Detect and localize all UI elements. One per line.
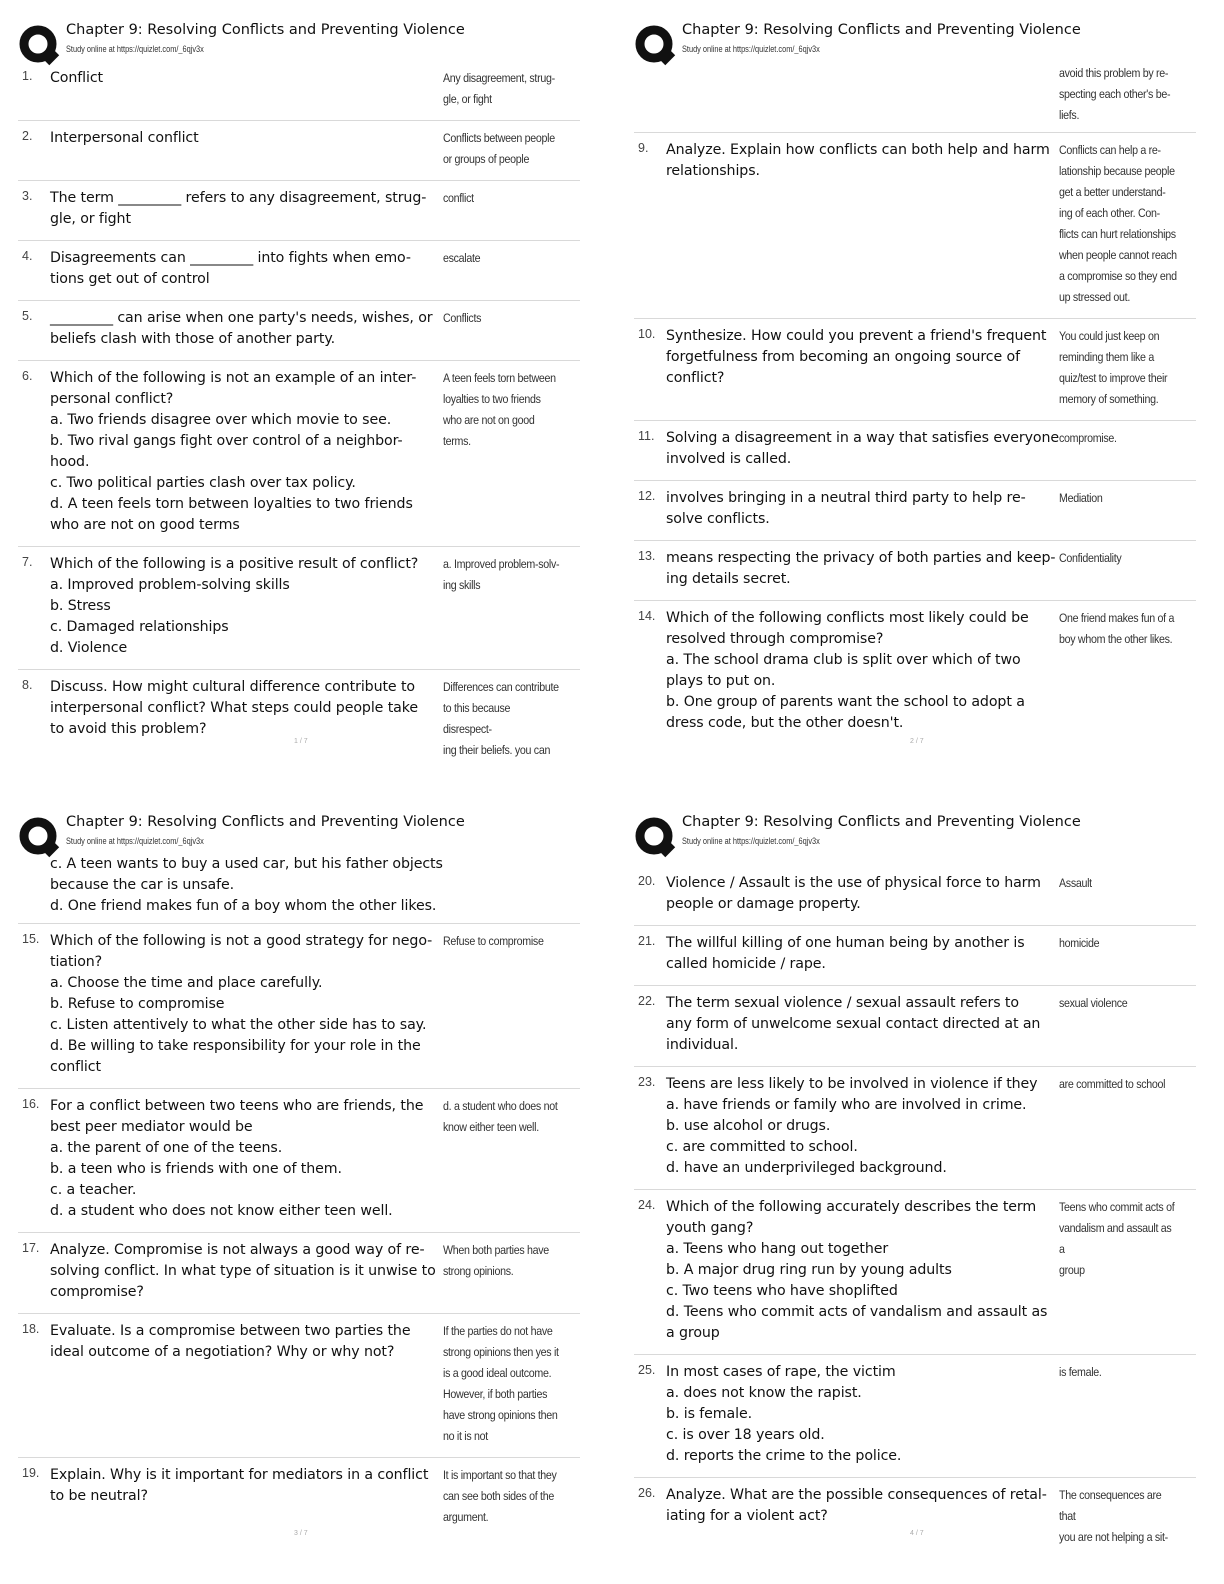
card-definition: Any disagreement, strug- gle, or fight bbox=[443, 71, 555, 106]
flashcard bbox=[634, 601, 1196, 744]
flashcard bbox=[634, 481, 1196, 541]
card-definition: Teens who commit acts of vandalism and assault as a group bbox=[1059, 1200, 1175, 1277]
card-number: 25. bbox=[638, 1363, 656, 1377]
flashcard-continued bbox=[18, 854, 580, 924]
card-term: Discuss. How might cultural difference contribute to interpersonal conflict? What steps could people take to avoid this problem? bbox=[50, 679, 418, 737]
flashcard bbox=[634, 1355, 1196, 1478]
card-term: The term _________ refers to any disagreement, strug- gle, or fight bbox=[50, 190, 427, 227]
card-term: For a conflict between two teens who are friends, the best peer mediator would be a. the parent of one of the teens. b. a teen who is friends with one of them. c. a teacher. d. a student who does not know either teen well. bbox=[50, 1098, 424, 1219]
card-definition: is female. bbox=[1059, 1365, 1102, 1379]
flashcard bbox=[18, 181, 580, 241]
card-number: 23. bbox=[638, 1075, 656, 1089]
card-number: 24. bbox=[638, 1198, 656, 1212]
flashcard bbox=[18, 670, 580, 771]
flashcard bbox=[18, 1314, 580, 1458]
card-term: Solving a disagreement in a way that satisfies everyone involved is called. bbox=[666, 430, 1060, 467]
page-number: 4 / 7 bbox=[910, 1530, 924, 1537]
card-definition: If the parties do not have strong opinions then yes it is a good ideal outcome. However, if both parties have strong opinions then no it is not bbox=[443, 1324, 559, 1443]
card-number: 26. bbox=[638, 1486, 656, 1500]
quizlet-logo-icon bbox=[18, 24, 60, 66]
card-term bbox=[666, 63, 1059, 126]
card-term: Analyze. Explain how conflicts can both help and harm relationships. bbox=[666, 142, 1050, 179]
card-definition: Conflicts can help a re- lationship because people get a better understand- ing of each other. Con- flicts can hurt relationships when people cannot reach a compromise so they end up stressed out. bbox=[1059, 143, 1177, 304]
quiz-page-2 bbox=[616, 0, 1224, 792]
card-term: Synthesize. How could you prevent a friend's frequent forgetfulness from becoming an ongoing source of conflict? bbox=[666, 328, 1047, 386]
card-definition: avoid this problem by re- specting each other's be- liefs. bbox=[1059, 66, 1171, 122]
flashcard bbox=[634, 541, 1196, 601]
card-term: Analyze. What are the possible consequences of retal- iating for a violent act? bbox=[666, 1487, 1047, 1524]
flashcard bbox=[18, 121, 580, 181]
card-term: Which of the following accurately describes the term youth gang? a. Teens who hang out together b. A major drug ring run by young adults c. Two teens who have shoplifted d. Teens who commit acts of vandalism and assault as a group bbox=[666, 1199, 1048, 1341]
card-term: The willful killing of one human being by another is called homicide / rape. bbox=[666, 935, 1025, 972]
card-number bbox=[18, 854, 50, 917]
card-number: 11. bbox=[638, 429, 655, 443]
flashcard bbox=[18, 1233, 580, 1314]
quizlet-logo-icon bbox=[18, 816, 60, 858]
card-term: Which of the following is a positive result of conflict? a. Improved problem-solving skills b. Stress c. Damaged relationships d. Violence bbox=[50, 556, 419, 656]
card-definition: homicide bbox=[1059, 936, 1100, 950]
card-definition: Confidentiality bbox=[1059, 551, 1122, 565]
flashcard bbox=[634, 986, 1196, 1067]
page-header bbox=[18, 20, 588, 64]
card-definition bbox=[443, 854, 561, 917]
card-definition: You could just keep on reminding them like a quiz/test to improve their memory of something. bbox=[1059, 329, 1168, 406]
flashcard bbox=[18, 924, 580, 1089]
flashcard bbox=[634, 421, 1196, 481]
flashcard bbox=[634, 926, 1196, 986]
card-number: 6. bbox=[22, 369, 33, 383]
quizlet-logo-icon bbox=[634, 24, 676, 66]
card-definition: Refuse to compromise bbox=[443, 934, 544, 948]
card-list bbox=[18, 61, 580, 771]
card-term: Which of the following conflicts most likely could be resolved through compromise? a. The school drama club is split over which of two plays to put on. b. One group of parents want the school to adopt a dress code, but the other doesn't. bbox=[666, 610, 1029, 731]
flashcard bbox=[634, 133, 1196, 319]
card-term: Evaluate. Is a compromise between two parties the ideal outcome of a negotiation? Why or why not? bbox=[50, 1323, 411, 1360]
card-number: 10. bbox=[638, 327, 656, 341]
card-definition: d. a student who does not know either teen well. bbox=[443, 1099, 558, 1134]
card-list bbox=[634, 866, 1196, 1558]
card-number: 21. bbox=[638, 934, 656, 948]
card-number: 7. bbox=[22, 555, 33, 569]
card-definition: Differences can contribute to this because disrespect- ing their beliefs. you can bbox=[443, 680, 559, 757]
quiz-page-3 bbox=[0, 792, 612, 1584]
study-link[interactable]: Study online at https://quizlet.com/_6qjv3x bbox=[682, 836, 820, 846]
flashcard bbox=[18, 361, 580, 547]
card-number: 1. bbox=[22, 69, 33, 83]
card-term: Explain. Why is it important for mediators in a conflict to be neutral? bbox=[50, 1467, 429, 1504]
card-definition: compromise. bbox=[1059, 431, 1117, 445]
card-definition: The consequences are that you are not helping a sit- bbox=[1059, 1488, 1168, 1544]
page-header bbox=[634, 812, 1204, 856]
card-definition: Conflicts between people or groups of people bbox=[443, 131, 555, 166]
page-header bbox=[634, 20, 1204, 64]
card-number: 12. bbox=[638, 489, 656, 503]
flashcard bbox=[18, 1089, 580, 1233]
card-term: involves bringing in a neutral third party to help re- solve conflicts. bbox=[666, 490, 1026, 527]
card-term: means respecting the privacy of both parties and keep- ing details secret. bbox=[666, 550, 1056, 587]
card-definition: Assault bbox=[1059, 876, 1092, 890]
study-link[interactable]: Study online at https://quizlet.com/_6qjv3x bbox=[682, 44, 820, 54]
card-number: 17. bbox=[22, 1241, 40, 1255]
study-link[interactable]: Study online at https://quizlet.com/_6qjv3x bbox=[66, 44, 204, 54]
card-term: _________ can arise when one party's needs, wishes, or beliefs clash with those of another party. bbox=[50, 310, 433, 347]
card-number: 9. bbox=[638, 141, 649, 155]
card-definition: Mediation bbox=[1059, 491, 1103, 505]
flashcard-continued bbox=[634, 63, 1196, 133]
card-term: Conflict bbox=[50, 70, 104, 86]
card-number: 20. bbox=[638, 874, 656, 888]
page-number: 2 / 7 bbox=[910, 738, 924, 745]
flashcard bbox=[18, 1458, 580, 1538]
flashcard bbox=[18, 241, 580, 301]
quiz-page-4 bbox=[616, 792, 1224, 1584]
page-title: Chapter 9: Resolving Conflicts and Preventing Violence bbox=[682, 814, 1081, 830]
card-term: Analyze. Compromise is not always a good way of re- solving conflict. In what type of situation is it unwise to compromise? bbox=[50, 1242, 436, 1300]
card-number: 18. bbox=[22, 1322, 40, 1336]
card-term: The term sexual violence / sexual assault refers to any form of unwelcome sexual contact directed at an individual. bbox=[666, 995, 1041, 1053]
card-number: 8. bbox=[22, 678, 33, 692]
page-number: 3 / 7 bbox=[294, 1530, 308, 1537]
card-definition: One friend makes fun of a boy whom the other likes. bbox=[1059, 611, 1175, 646]
flashcard bbox=[18, 301, 580, 361]
flashcard bbox=[634, 1067, 1196, 1190]
card-list bbox=[18, 854, 580, 1538]
flashcard bbox=[634, 866, 1196, 926]
study-link[interactable]: Study online at https://quizlet.com/_6qjv3x bbox=[66, 836, 204, 846]
card-definition: sexual violence bbox=[1059, 996, 1128, 1010]
card-definition: conflict bbox=[443, 191, 474, 205]
card-number: 4. bbox=[22, 249, 33, 263]
card-number: 13. bbox=[638, 549, 656, 563]
flashcard bbox=[18, 61, 580, 121]
page-number: 1 / 7 bbox=[294, 738, 308, 745]
card-definition: A teen feels torn between loyalties to two friends who are not on good terms. bbox=[443, 371, 556, 448]
card-term: Which of the following is not a good strategy for nego- tiation? a. Choose the time and place carefully. b. Refuse to compromise c. Listen attentively to what the other side has to say. d. Be willing to take responsibility for your role in the conflict bbox=[50, 933, 433, 1075]
page-title: Chapter 9: Resolving Conflicts and Preventing Violence bbox=[66, 22, 465, 38]
card-number: 16. bbox=[22, 1097, 40, 1111]
card-term: Which of the following is not an example of an inter- personal conflict? a. Two friends disagree over which movie to see. b. Two rival gangs fight over control of a neighbor- hood. c. Two political parties clash over tax policy. d. A teen feels torn between loyalties to two friends who are not on good terms bbox=[50, 370, 417, 533]
flashcard bbox=[18, 547, 580, 670]
card-term: In most cases of rape, the victim a. does not know the rapist. b. is female. c. is over 18 years old. d. reports the crime to the police. bbox=[666, 1364, 902, 1464]
card-number bbox=[634, 63, 666, 126]
flashcard bbox=[634, 319, 1196, 421]
quizlet-logo-icon bbox=[634, 816, 676, 858]
quiz-page-1 bbox=[0, 0, 612, 792]
card-term: Teens are less likely to be involved in violence if they a. have friends or family who are involved in crime. b. use alcohol or drugs. c. are committed to school. d. have an underprivileged background. bbox=[666, 1076, 1038, 1176]
card-definition: It is important so that they can see both sides of the argument. bbox=[443, 1468, 557, 1524]
page-header bbox=[18, 812, 588, 856]
card-list bbox=[634, 63, 1196, 744]
card-term: Interpersonal conflict bbox=[50, 130, 199, 146]
card-number: 14. bbox=[638, 609, 656, 623]
card-definition: Conflicts bbox=[443, 311, 482, 325]
card-term: Violence / Assault is the use of physical force to harm people or damage property. bbox=[666, 875, 1041, 912]
card-definition: When both parties have strong opinions. bbox=[443, 1243, 549, 1278]
card-number: 19. bbox=[22, 1466, 40, 1480]
card-definition: are committed to school bbox=[1059, 1077, 1166, 1091]
card-definition: a. Improved problem-solv- ing skills bbox=[443, 557, 560, 592]
card-term: c. A teen wants to buy a used car, but his father objects because the car is unsafe. d. One friend makes fun of a boy whom the other likes. bbox=[50, 856, 443, 914]
card-number: 2. bbox=[22, 129, 33, 143]
card-number: 5. bbox=[22, 309, 33, 323]
flashcard bbox=[634, 1478, 1196, 1558]
card-number: 3. bbox=[22, 189, 33, 203]
card-number: 15. bbox=[22, 932, 40, 946]
page-title: Chapter 9: Resolving Conflicts and Preventing Violence bbox=[682, 22, 1081, 38]
page-title: Chapter 9: Resolving Conflicts and Preventing Violence bbox=[66, 814, 465, 830]
card-definition: escalate bbox=[443, 251, 481, 265]
card-number: 22. bbox=[638, 994, 656, 1008]
flashcard bbox=[634, 1190, 1196, 1355]
card-term: Disagreements can _________ into fights when emo- tions get out of control bbox=[50, 250, 411, 287]
